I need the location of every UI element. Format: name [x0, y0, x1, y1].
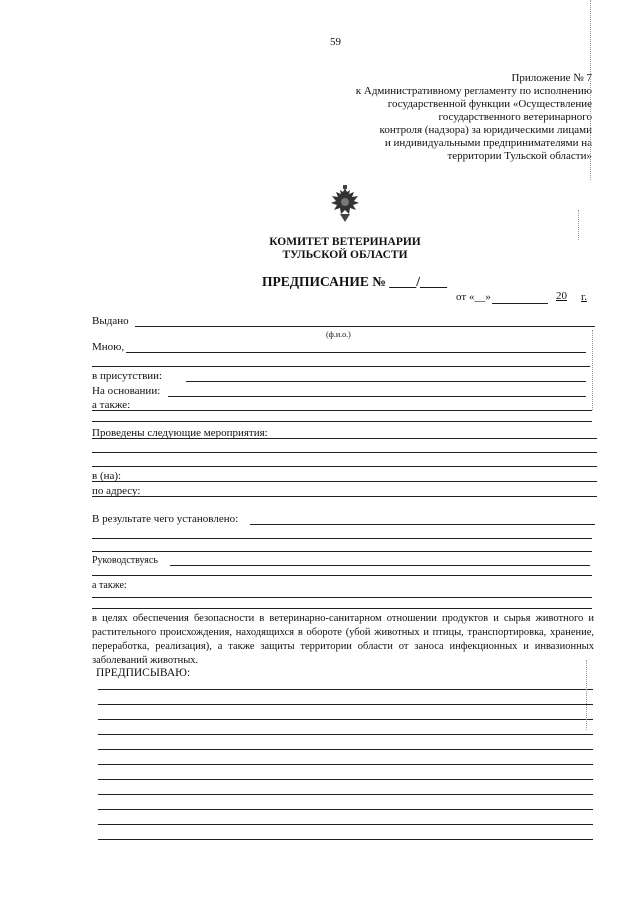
in-presence-label: в присутствии: — [92, 370, 163, 382]
appendix-line: государственной функции «Осуществление — [387, 98, 592, 110]
guided-line — [170, 565, 590, 566]
activities-line — [92, 438, 597, 439]
appendix-line: и индивидуальными предпринимателями на — [384, 137, 592, 149]
address-line — [92, 496, 597, 497]
also-line-1 — [92, 410, 592, 411]
guided-line-2 — [92, 575, 592, 576]
purpose-paragraph: в целях обеспечения безопасности в ветеринарно-санитарном отношении продуктов и сырья животного и растительного происхождения, находящихся в обороте (убой животных и птицы, транспортировка, хранение, переработка, реализация), а также защиты территории области от заноса инфекционных и инвазионных заболеваний животных. — [92, 613, 594, 666]
committee-line2: ТУЛЬСКОЙ ОБЛАСТИ — [282, 249, 408, 261]
prescription-line — [98, 809, 593, 810]
on-basis-label: На основании: — [92, 385, 161, 397]
date-month-line — [492, 303, 548, 304]
also-line-2b — [92, 608, 592, 609]
date-year: 20 — [556, 290, 567, 302]
established-label: В результате чего установлено: — [92, 513, 239, 525]
also-label-1: а также: — [92, 399, 131, 411]
issued-line — [135, 326, 595, 327]
prescription-line — [98, 839, 593, 840]
prescription-line — [98, 689, 593, 690]
appendix-block — [292, 72, 592, 163]
also-line-1b — [92, 421, 592, 422]
page-number: 59 — [330, 36, 341, 48]
committee-line1: КОМИТЕТ ВЕТЕРИНАРИИ — [269, 236, 421, 248]
established-line-2 — [92, 538, 592, 539]
scan-edge-mark — [578, 210, 579, 240]
guided-label: Руководствуясь — [92, 555, 158, 566]
activities-line-3 — [92, 466, 597, 467]
scan-edge-mark — [586, 660, 587, 730]
document-title: ПРЕДПИСАНИЕ № ____/____ — [262, 274, 447, 289]
prescribe-heading: ПРЕДПИСЫВАЮ: — [96, 667, 191, 679]
activities-line-2 — [92, 452, 597, 453]
address-label: по адресу: — [92, 485, 141, 497]
also-label-2: а также: — [92, 580, 127, 591]
by-me-label: Мною, — [92, 341, 125, 353]
appendix-line: государственного ветеринарного — [438, 111, 592, 123]
prescription-line — [98, 719, 593, 720]
date-suffix: г. — [581, 291, 588, 303]
established-line-3 — [92, 551, 592, 552]
in-at-label: в (на): — [92, 470, 122, 482]
prescription-line — [98, 749, 593, 750]
prescription-line — [98, 704, 593, 705]
by-me-line — [126, 352, 586, 353]
activities-label: Проведены следующие мероприятия: — [92, 427, 268, 439]
fio-hint: (ф.и.о.) — [326, 330, 351, 339]
prescription-line — [98, 794, 593, 795]
on-basis-line — [168, 396, 586, 397]
double-headed-eagle-emblem — [326, 184, 364, 224]
prescription-line — [98, 824, 593, 825]
appendix-line: территории Тульской области» — [447, 150, 592, 162]
also-line-2 — [92, 597, 592, 598]
scan-edge-mark — [592, 330, 593, 410]
prescription-line — [98, 734, 593, 735]
in-at-line — [92, 481, 597, 482]
in-presence-line — [186, 381, 586, 382]
appendix-line: Приложение № 7 — [511, 72, 592, 84]
scan-edge-mark — [590, 0, 591, 180]
prescription-line — [98, 764, 593, 765]
established-line — [250, 524, 595, 525]
appendix-line: контроля (надзора) за юридическими лицами — [379, 124, 592, 136]
issued-label: Выдано — [92, 315, 129, 327]
by-me-line-2 — [92, 366, 590, 367]
appendix-line: к Административному регламенту по исполнению — [355, 85, 592, 97]
date-from: от «__» — [456, 291, 491, 303]
prescription-line — [98, 779, 593, 780]
